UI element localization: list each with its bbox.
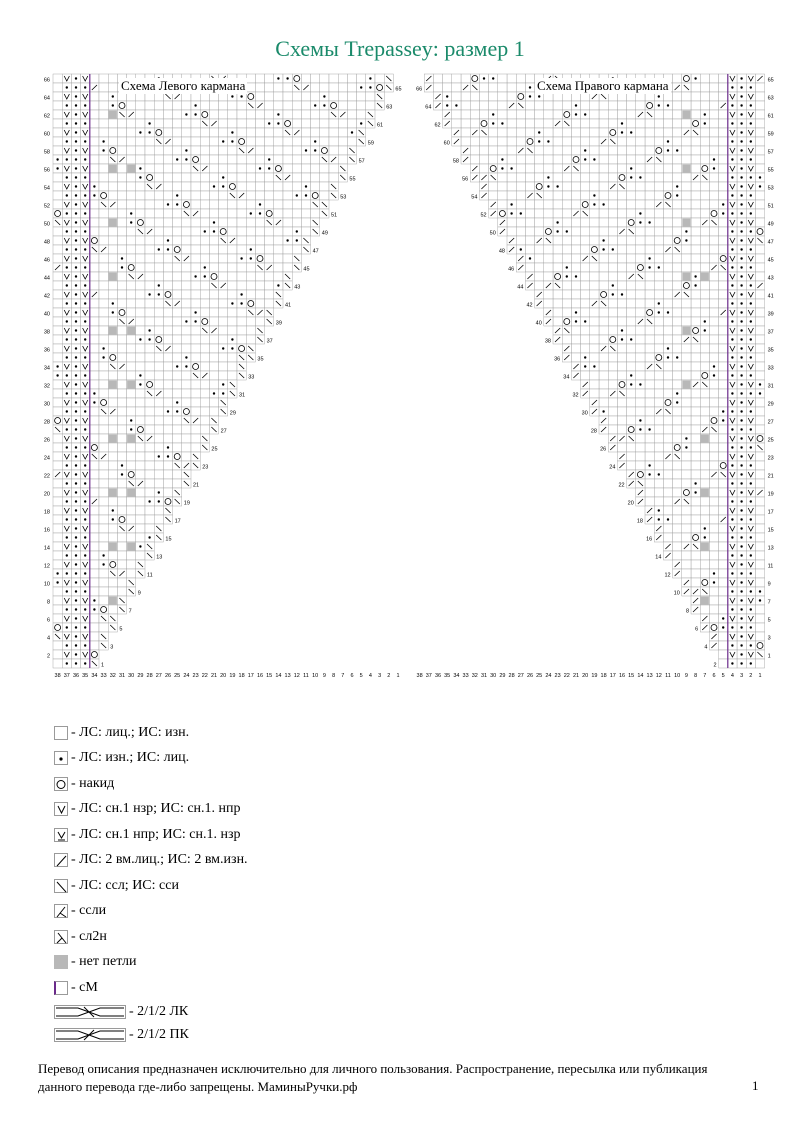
row-number-outer: 18 bbox=[43, 509, 50, 516]
cable-right-icon bbox=[54, 1028, 126, 1042]
row-number-diagonal: 47 bbox=[312, 248, 319, 255]
column-number: 21 bbox=[572, 673, 580, 679]
column-number: 28 bbox=[146, 673, 153, 679]
column-number: 35 bbox=[444, 673, 451, 679]
legend-text: - ЛС: ссл; ИС: сси bbox=[71, 877, 179, 893]
legend-item bbox=[54, 924, 248, 950]
column-number: 19 bbox=[229, 673, 236, 679]
legend-item bbox=[54, 822, 248, 848]
row-number-outer: 23 bbox=[767, 455, 774, 462]
row-number-outer: 3 bbox=[767, 635, 771, 642]
legend-item bbox=[54, 771, 248, 797]
column-number: 12 bbox=[293, 673, 300, 679]
column-number: 20 bbox=[220, 673, 227, 679]
row-number-diagonal: 32 bbox=[572, 392, 579, 399]
row-number-outer: 25 bbox=[767, 437, 774, 444]
column-number: 5 bbox=[359, 673, 363, 679]
row-number-outer: 5 bbox=[767, 617, 771, 624]
row-number-outer: 35 bbox=[767, 347, 774, 354]
row-number-outer: 26 bbox=[43, 437, 50, 444]
row-number-outer: 1 bbox=[767, 653, 771, 660]
column-number: 19 bbox=[591, 673, 598, 679]
row-number-diagonal: 66 bbox=[416, 86, 423, 93]
column-number: 20 bbox=[582, 673, 589, 679]
row-number-outer: 13 bbox=[767, 545, 774, 552]
row-number-outer: 22 bbox=[43, 473, 50, 480]
legend-item bbox=[54, 899, 248, 925]
column-number: 31 bbox=[480, 673, 488, 679]
row-number-outer: 4 bbox=[46, 635, 50, 642]
row-number-diagonal: 11 bbox=[147, 572, 153, 579]
row-number-outer: 37 bbox=[767, 329, 774, 336]
row-number-outer: 17 bbox=[767, 509, 774, 516]
row-number-outer: 21 bbox=[767, 473, 774, 480]
column-number: 15 bbox=[628, 673, 635, 679]
row-number-diagonal: 21 bbox=[193, 482, 200, 489]
legend-item bbox=[54, 950, 248, 976]
row-number-outer: 63 bbox=[767, 95, 774, 102]
row-number-outer: 65 bbox=[767, 77, 774, 84]
row-number-diagonal: 29 bbox=[229, 410, 236, 417]
row-number-diagonal: 48 bbox=[498, 248, 505, 255]
footer-notice: Перевод описания предназначен исключительно для личного пользования. Распространение, пересылка или публикация данного перевода где-либо запрещены. МаминыРучки.рф bbox=[38, 1061, 708, 1094]
column-number: 22 bbox=[201, 673, 208, 679]
right-chart-title: Схема Правого кармана bbox=[537, 78, 669, 93]
row-number-outer: 6 bbox=[46, 617, 50, 624]
row-number-diagonal: 16 bbox=[646, 536, 653, 543]
column-number: 23 bbox=[554, 673, 561, 679]
column-number: 37 bbox=[63, 673, 70, 679]
left-pocket-chart bbox=[35, 70, 400, 695]
column-number: 32 bbox=[471, 673, 478, 679]
column-number: 17 bbox=[247, 673, 254, 679]
row-number-diagonal: 60 bbox=[443, 140, 450, 147]
column-number: 9 bbox=[322, 673, 326, 679]
k2tog-icon bbox=[54, 853, 68, 867]
column-number: 1 bbox=[396, 673, 400, 679]
row-number-outer: 39 bbox=[767, 311, 774, 318]
row-number-diagonal: 27 bbox=[220, 428, 227, 435]
column-number: 35 bbox=[82, 673, 89, 679]
page-number: 1 bbox=[752, 1078, 759, 1093]
row-number-outer: 48 bbox=[43, 239, 50, 246]
legend-text: - накид bbox=[71, 775, 115, 791]
column-number: 7 bbox=[703, 673, 707, 679]
cable-left-icon bbox=[54, 1005, 126, 1019]
row-number-outer: 43 bbox=[767, 275, 774, 282]
column-number: 25 bbox=[536, 673, 543, 679]
empty-cell-icon bbox=[54, 726, 68, 740]
row-number-outer: 16 bbox=[43, 527, 50, 534]
row-number-outer: 10 bbox=[43, 581, 50, 588]
column-number: 27 bbox=[155, 673, 162, 679]
row-number-diagonal: 44 bbox=[517, 284, 524, 291]
column-number: 34 bbox=[453, 673, 460, 679]
row-number-diagonal: 64 bbox=[425, 104, 432, 111]
row-number-diagonal: 6 bbox=[695, 626, 699, 633]
row-number-outer: 33 bbox=[767, 365, 774, 372]
column-number: 2 bbox=[387, 673, 391, 679]
row-number-diagonal: 61 bbox=[377, 122, 384, 129]
row-number-outer: 49 bbox=[767, 221, 774, 228]
row-number-outer: 61 bbox=[767, 113, 774, 120]
column-number: 3 bbox=[740, 673, 744, 679]
symbol-legend bbox=[54, 720, 248, 1047]
row-number-diagonal: 3 bbox=[110, 644, 114, 651]
row-number-outer: 58 bbox=[43, 149, 50, 156]
column-number: 14 bbox=[637, 673, 644, 679]
legend-text: - нет петли bbox=[71, 954, 137, 970]
row-number-diagonal: 56 bbox=[462, 176, 469, 183]
column-number: 13 bbox=[646, 673, 653, 679]
row-number-outer: 36 bbox=[43, 347, 50, 354]
row-number-diagonal: 10 bbox=[673, 590, 680, 597]
row-number-outer: 44 bbox=[43, 275, 50, 282]
column-number: 26 bbox=[526, 673, 534, 679]
row-number-outer: 29 bbox=[767, 401, 774, 408]
column-number: 32 bbox=[109, 673, 116, 679]
column-number: 5 bbox=[721, 673, 725, 679]
row-number-outer: 32 bbox=[43, 383, 50, 390]
row-number-diagonal: 19 bbox=[183, 500, 190, 507]
column-number: 16 bbox=[256, 673, 264, 679]
row-number-diagonal: 20 bbox=[627, 500, 634, 507]
row-number-diagonal: 4 bbox=[704, 644, 708, 651]
row-number-diagonal: 58 bbox=[452, 158, 459, 165]
column-number: 23 bbox=[192, 673, 199, 679]
row-number-outer: 62 bbox=[43, 113, 50, 120]
column-number: 24 bbox=[545, 673, 552, 679]
row-number-outer: 40 bbox=[43, 311, 50, 318]
column-number: 8 bbox=[694, 673, 698, 679]
column-number: 14 bbox=[275, 673, 282, 679]
left-chart-title: Схема Левого кармана bbox=[121, 78, 246, 93]
row-number-outer: 47 bbox=[767, 239, 774, 246]
column-number: 3 bbox=[378, 673, 382, 679]
column-number: 10 bbox=[312, 673, 319, 679]
row-number-outer: 52 bbox=[43, 203, 50, 210]
column-number: 4 bbox=[368, 673, 372, 679]
column-number: 33 bbox=[100, 673, 107, 679]
row-number-diagonal: 39 bbox=[275, 320, 282, 327]
dot-icon bbox=[54, 751, 68, 765]
row-number-diagonal: 37 bbox=[266, 338, 273, 345]
column-number: 37 bbox=[425, 673, 432, 679]
row-number-diagonal: 49 bbox=[321, 230, 328, 237]
column-number: 18 bbox=[238, 673, 245, 679]
legend-text: - сМ bbox=[71, 979, 98, 995]
row-number-outer: 60 bbox=[43, 131, 50, 138]
column-number: 18 bbox=[600, 673, 607, 679]
column-number: 30 bbox=[128, 673, 135, 679]
ssk-icon bbox=[54, 879, 68, 893]
row-number-diagonal: 8 bbox=[685, 608, 689, 615]
row-number-diagonal: 28 bbox=[590, 428, 597, 435]
row-number-diagonal: 34 bbox=[563, 374, 570, 381]
row-number-diagonal: 52 bbox=[480, 212, 487, 219]
row-number-outer: 9 bbox=[767, 581, 771, 588]
row-number-diagonal: 22 bbox=[618, 482, 625, 489]
column-number: 29 bbox=[137, 673, 144, 679]
row-number-diagonal: 2 bbox=[713, 662, 717, 669]
no-stitch-icon bbox=[54, 955, 68, 969]
legend-text: - ссли bbox=[71, 903, 107, 919]
row-number-outer: 12 bbox=[43, 563, 50, 570]
row-number-diagonal: 57 bbox=[358, 158, 365, 165]
row-number-outer: 20 bbox=[43, 491, 50, 498]
column-number: 10 bbox=[674, 673, 681, 679]
legend-text: - ЛС: 2 вм.лиц.; ИС: 2 вм.изн. bbox=[71, 852, 248, 868]
column-number: 21 bbox=[210, 673, 218, 679]
row-number-outer: 54 bbox=[43, 185, 50, 192]
row-number-diagonal: 50 bbox=[489, 230, 496, 237]
row-number-diagonal: 30 bbox=[581, 410, 588, 417]
row-number-diagonal: 14 bbox=[655, 554, 662, 561]
legend-text: - сл2н bbox=[71, 928, 107, 944]
column-number: 34 bbox=[91, 673, 98, 679]
column-number: 31 bbox=[118, 673, 126, 679]
row-number-outer: 50 bbox=[43, 221, 50, 228]
row-number-outer: 46 bbox=[43, 257, 50, 264]
column-number: 33 bbox=[462, 673, 469, 679]
yarn-over-icon bbox=[54, 777, 68, 791]
column-number: 26 bbox=[164, 673, 172, 679]
column-number: 7 bbox=[341, 673, 345, 679]
legend-item bbox=[54, 1023, 248, 1047]
row-number-outer: 51 bbox=[767, 203, 774, 210]
row-number-diagonal: 35 bbox=[257, 356, 264, 363]
column-number: 38 bbox=[416, 673, 423, 679]
row-number-outer: 42 bbox=[43, 293, 50, 300]
row-number-diagonal: 12 bbox=[664, 572, 671, 579]
column-number: 4 bbox=[730, 673, 734, 679]
row-number-diagonal: 17 bbox=[174, 518, 181, 525]
legend-item bbox=[54, 797, 248, 823]
page-title: Схемы Trepassey: размер 1 bbox=[275, 36, 525, 61]
column-number: 9 bbox=[684, 673, 688, 679]
row-number-outer: 11 bbox=[767, 563, 774, 570]
column-number: 36 bbox=[434, 673, 442, 679]
row-number-outer: 57 bbox=[767, 149, 774, 156]
row-number-diagonal: 45 bbox=[303, 266, 310, 273]
column-number: 27 bbox=[517, 673, 524, 679]
row-number-diagonal: 25 bbox=[211, 446, 218, 453]
legend-item bbox=[54, 975, 248, 1001]
row-number-diagonal: 55 bbox=[349, 176, 356, 183]
row-number-outer: 14 bbox=[43, 545, 50, 552]
row-number-diagonal: 23 bbox=[202, 464, 209, 471]
column-number: 11 bbox=[303, 673, 309, 679]
row-number-outer: 41 bbox=[767, 293, 774, 300]
row-number-diagonal: 53 bbox=[340, 194, 347, 201]
row-number-outer: 28 bbox=[43, 419, 50, 426]
column-number: 36 bbox=[72, 673, 80, 679]
column-number: 17 bbox=[609, 673, 616, 679]
row-number-diagonal: 65 bbox=[395, 86, 402, 93]
row-number-diagonal: 54 bbox=[471, 194, 478, 201]
row-number-diagonal: 24 bbox=[609, 464, 616, 471]
column-number: 16 bbox=[618, 673, 626, 679]
left-chart-grid bbox=[35, 70, 400, 695]
row-number-diagonal: 9 bbox=[137, 590, 141, 597]
right-pocket-chart bbox=[415, 70, 780, 695]
row-number-outer: 24 bbox=[43, 455, 50, 462]
legend-text: - ЛС: сн.1 нпр; ИС: сн.1. нзр bbox=[71, 826, 241, 842]
slip-knit-icon bbox=[54, 802, 68, 816]
column-number: 25 bbox=[174, 673, 181, 679]
row-number-diagonal: 63 bbox=[386, 104, 393, 111]
row-number-diagonal: 5 bbox=[119, 626, 123, 633]
column-number: 28 bbox=[508, 673, 515, 679]
row-number-outer: 64 bbox=[43, 95, 50, 102]
legend-text: - 2/1/2 ПК bbox=[129, 1026, 189, 1042]
row-number-outer: 45 bbox=[767, 257, 774, 264]
row-number-diagonal: 40 bbox=[535, 320, 542, 327]
right-chart-grid bbox=[415, 70, 780, 695]
row-number-outer: 7 bbox=[767, 599, 771, 606]
row-number-outer: 59 bbox=[767, 131, 774, 138]
column-number: 12 bbox=[655, 673, 662, 679]
row-number-outer: 27 bbox=[767, 419, 774, 426]
row-number-diagonal: 42 bbox=[526, 302, 533, 309]
row-number-diagonal: 31 bbox=[239, 392, 246, 399]
row-number-outer: 30 bbox=[43, 401, 50, 408]
row-number-diagonal: 62 bbox=[434, 122, 441, 129]
legend-text: - ЛС: сн.1 нзр; ИС: сн.1. нпр bbox=[71, 801, 241, 817]
row-number-diagonal: 26 bbox=[600, 446, 607, 453]
s2kp-icon bbox=[54, 930, 68, 944]
row-number-diagonal: 38 bbox=[544, 338, 551, 345]
row-number-diagonal: 43 bbox=[294, 284, 301, 291]
row-number-diagonal: 36 bbox=[554, 356, 561, 363]
row-number-diagonal: 59 bbox=[367, 140, 374, 147]
column-number: 30 bbox=[490, 673, 497, 679]
row-number-outer: 2 bbox=[46, 653, 50, 660]
row-number-diagonal: 41 bbox=[285, 302, 292, 309]
legend-item bbox=[54, 746, 248, 772]
row-number-diagonal: 13 bbox=[156, 554, 163, 561]
column-number: 29 bbox=[499, 673, 506, 679]
column-number: 1 bbox=[758, 673, 762, 679]
legend-item bbox=[54, 720, 248, 746]
row-number-outer: 55 bbox=[767, 167, 774, 174]
legend-item bbox=[54, 1001, 248, 1023]
column-number: 13 bbox=[284, 673, 291, 679]
sk2p-icon bbox=[54, 904, 68, 918]
legend-item bbox=[54, 873, 248, 899]
row-number-diagonal: 7 bbox=[128, 608, 132, 615]
row-number-outer: 56 bbox=[43, 167, 50, 174]
stitch-marker-icon bbox=[54, 981, 68, 995]
column-number: 6 bbox=[712, 673, 716, 679]
column-number: 15 bbox=[266, 673, 273, 679]
row-number-outer: 15 bbox=[767, 527, 774, 534]
legend-text: - 2/1/2 ЛК bbox=[129, 1003, 189, 1019]
column-number: 24 bbox=[183, 673, 190, 679]
column-number: 11 bbox=[665, 673, 671, 679]
column-number: 22 bbox=[563, 673, 570, 679]
row-number-diagonal: 1 bbox=[101, 662, 105, 669]
row-number-diagonal: 51 bbox=[331, 212, 338, 219]
legend-text: - ЛС: лиц.; ИС: изн. bbox=[71, 724, 190, 740]
row-number-outer: 38 bbox=[43, 329, 50, 336]
row-number-diagonal: 46 bbox=[508, 266, 515, 273]
row-number-outer: 8 bbox=[46, 599, 50, 606]
row-number-outer: 66 bbox=[43, 77, 50, 84]
row-number-outer: 31 bbox=[767, 383, 774, 390]
row-number-diagonal: 15 bbox=[165, 536, 172, 543]
column-number: 2 bbox=[749, 673, 753, 679]
legend-text: - ЛС: изн.; ИС: лиц. bbox=[71, 750, 190, 766]
legend-item bbox=[54, 848, 248, 874]
row-number-outer: 53 bbox=[767, 185, 774, 192]
row-number-diagonal: 18 bbox=[636, 518, 643, 525]
column-number: 6 bbox=[350, 673, 354, 679]
column-number: 38 bbox=[54, 673, 61, 679]
column-number: 8 bbox=[332, 673, 336, 679]
row-number-outer: 19 bbox=[767, 491, 774, 498]
slip-purl-icon bbox=[54, 828, 68, 842]
row-number-outer: 34 bbox=[43, 365, 50, 372]
row-number-diagonal: 33 bbox=[248, 374, 255, 381]
